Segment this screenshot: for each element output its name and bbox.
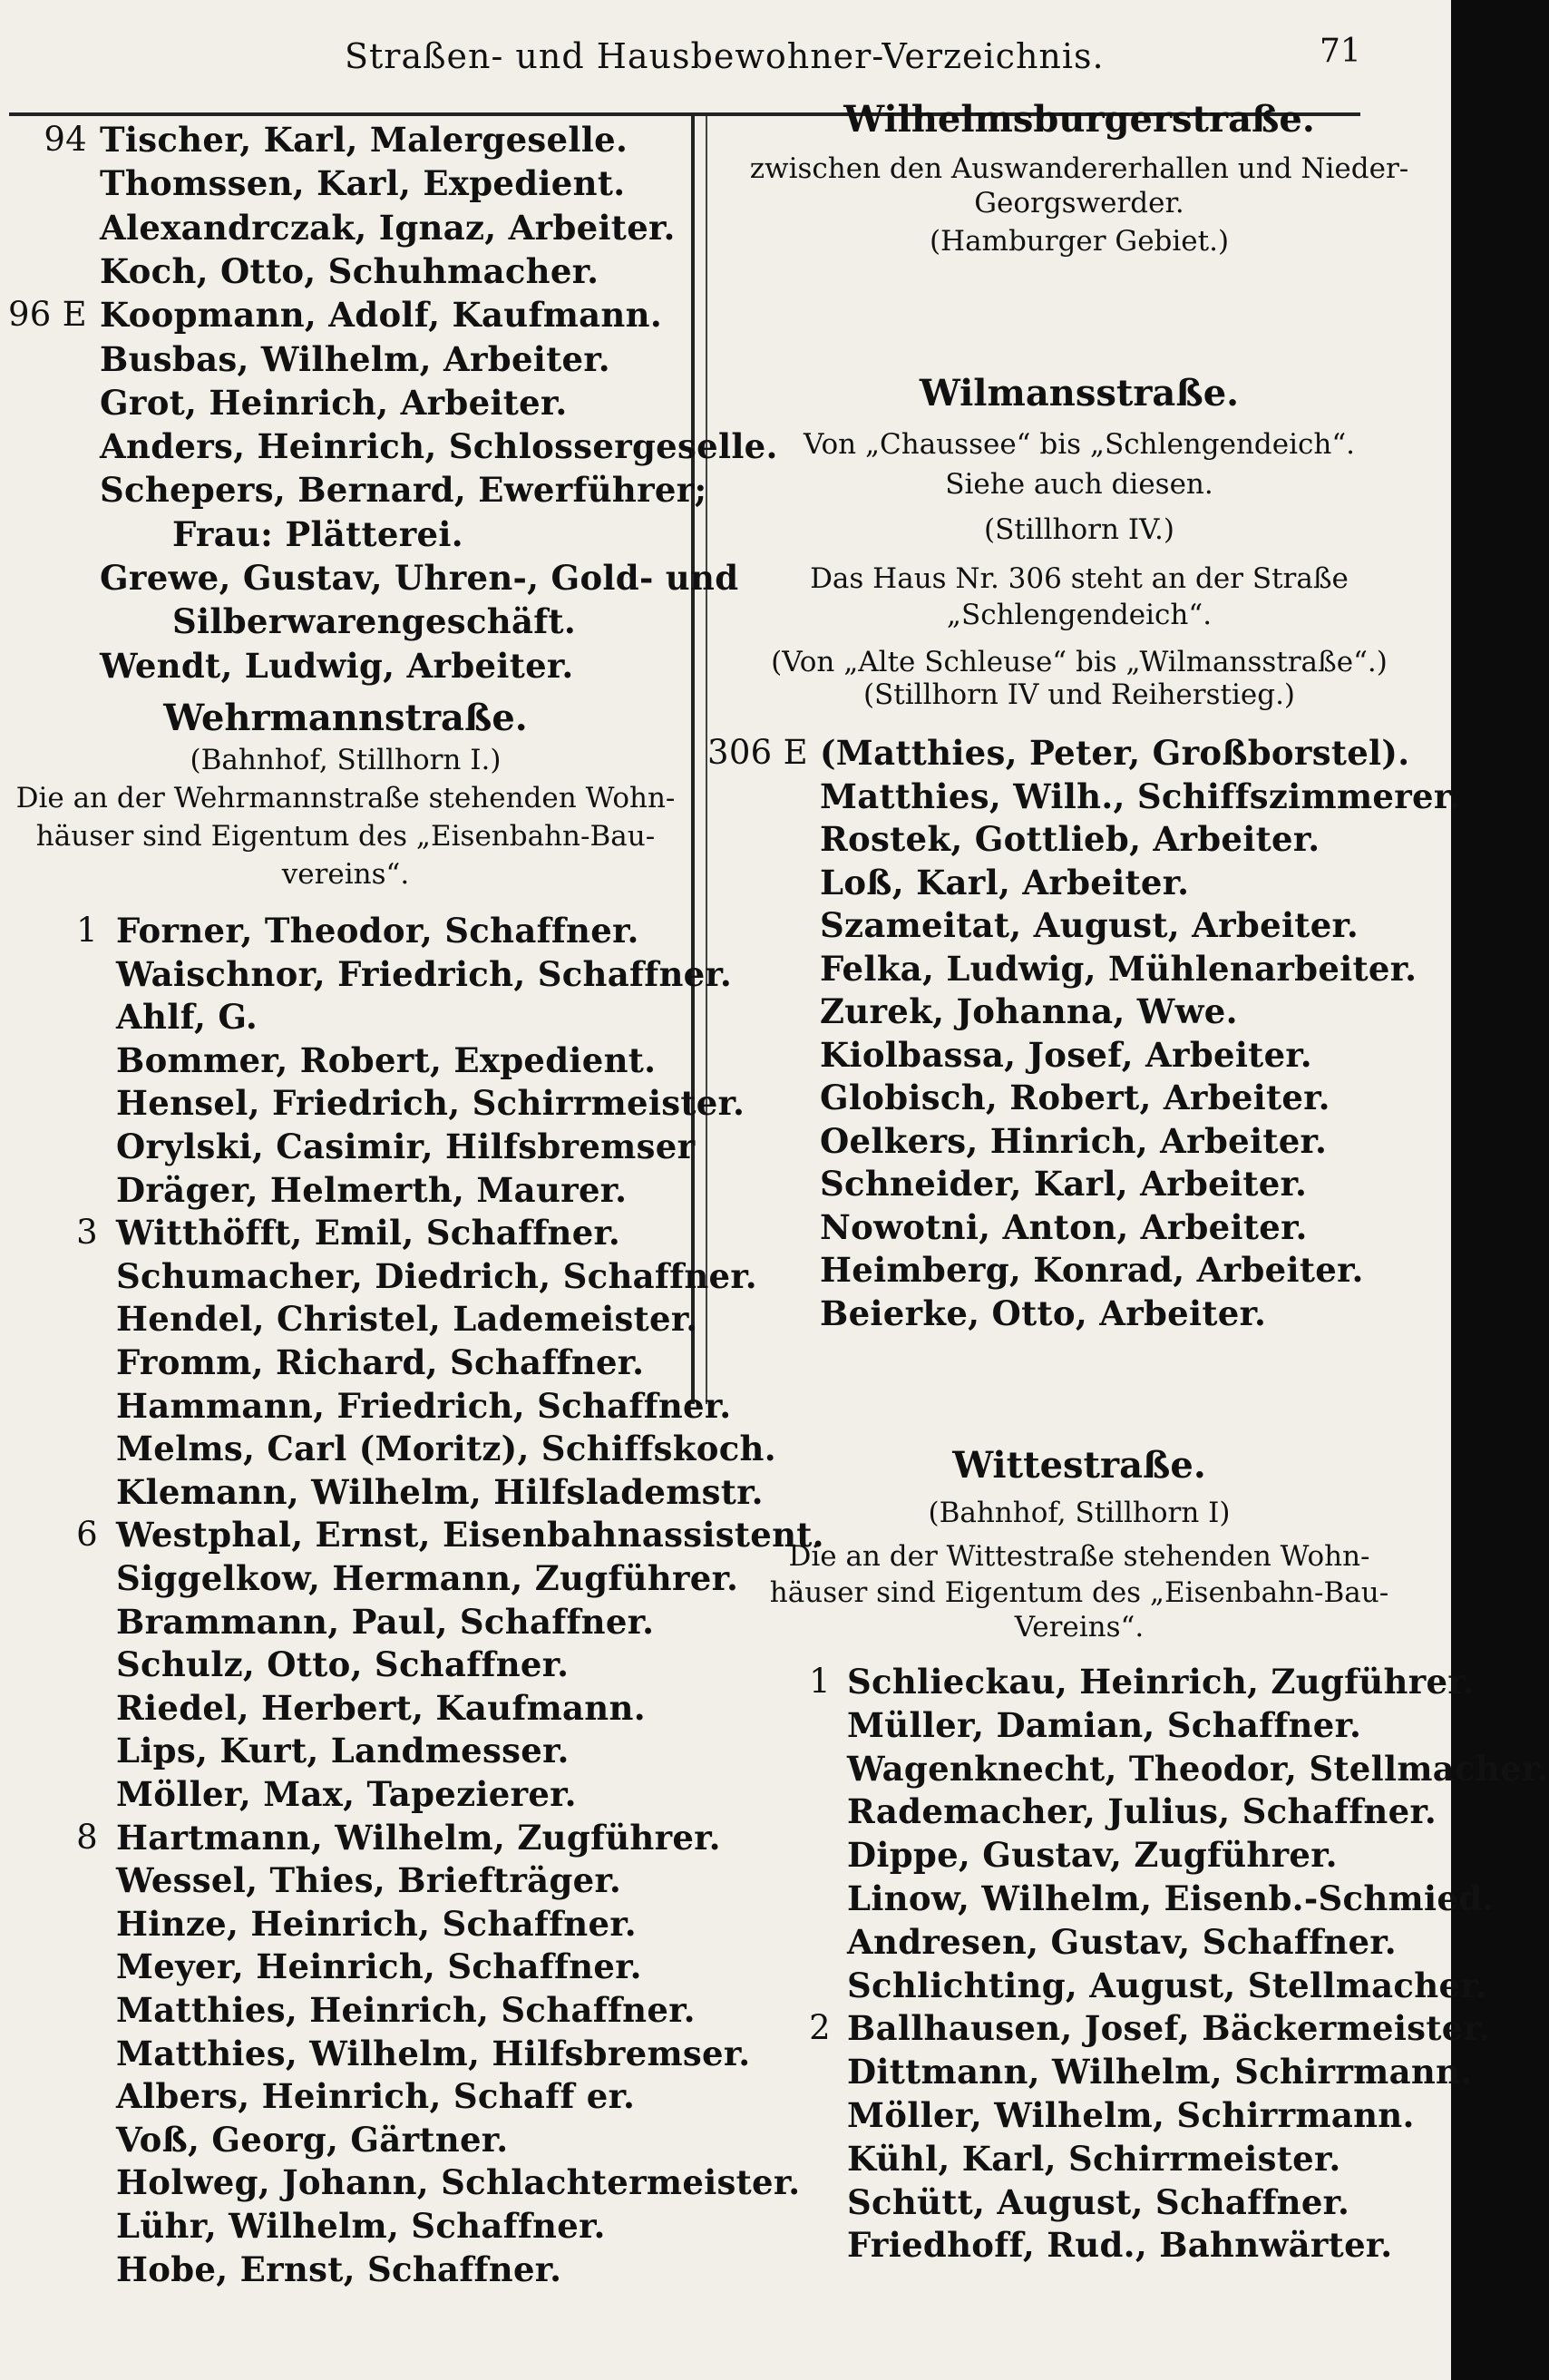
resident-entry: Bommer, Robert, Expedient.: [116, 1039, 657, 1080]
witte-subtitle: (Bahnhof, Stillhorn I): [928, 1497, 1231, 1529]
resident-entry: Hartmann, Wilhelm, Zugführer.: [116, 1817, 721, 1858]
resident-entry: Holweg, Johann, Schlachtermeister.: [116, 2162, 801, 2203]
wehrmann-heading: Wehrmannstraße.: [163, 697, 528, 739]
resident-entry: Klemann, Wilhelm, Hilfslademstr.: [116, 1471, 764, 1512]
wilmans-note-line: (Stillhorn IV und Reiherstieg.): [862, 678, 1296, 711]
resident-entry: Oelkers, Hinrich, Arbeiter.: [820, 1120, 1328, 1161]
resident-entry: Forner, Theodor, Schaffner.: [116, 911, 639, 951]
resident-entry: Loß, Karl, Arbeiter.: [820, 862, 1190, 902]
resident-entry: Melms, Carl (Moritz), Schiffskoch.: [116, 1429, 776, 1469]
page-header: [0, 29, 1451, 85]
resident-entry: Rostek, Gottlieb, Arbeiter.: [820, 819, 1320, 859]
resident-entry: Schumacher, Diedrich, Schaffner.: [116, 1255, 757, 1296]
resident-entry: Heimberg, Konrad, Arbeiter.: [820, 1250, 1364, 1290]
resident-entry: (Matthies, Peter, Großborstel).: [820, 733, 1410, 773]
resident-entry: Schepers, Bernard, Ewerführer;: [100, 470, 707, 511]
wilhelmsburger-note-line: (Hamburger Gebiet.): [929, 225, 1230, 258]
resident-entry: Orylski, Casimir, Hilfsbremser: [116, 1127, 696, 1166]
resident-entry: Zurek, Johanna, Wwe.: [820, 991, 1238, 1031]
witte-note-line: Die an der Wittestraße stehenden Wohn-: [788, 1540, 1370, 1573]
resident-entry: Lühr, Wilhelm, Schaffner.: [116, 2206, 606, 2246]
resident-entry: Dräger, Helmerth, Maurer.: [116, 1169, 628, 1210]
resident-entry: Albers, Heinrich, Schaff er.: [116, 2076, 636, 2117]
resident-entry: Westphal, Ernst, Eisenbahnassistent.: [116, 1515, 824, 1556]
resident-entry: Globisch, Robert, Arbeiter.: [820, 1078, 1330, 1117]
witte-note-line: Vereins“.: [1014, 1611, 1145, 1644]
resident-entry: Schulz, Otto, Schaffner.: [116, 1644, 570, 1685]
resident-entry: Alexandrczak, Ignaz, Arbeiter.: [100, 207, 676, 248]
resident-entry: Friedhoff, Rud., Bahnwärter.: [847, 2225, 1393, 2266]
wehrmann-note-line: Die an der Wehrmannstraße stehenden Wohn-: [15, 782, 676, 814]
resident-entry: Dittmann, Wilhelm, Schirrmann.: [847, 2052, 1473, 2092]
house-number: 1: [76, 911, 98, 950]
wilmans-heading: Wilmansstraße.: [919, 372, 1240, 415]
resident-entry: Hendel, Christel, Lademeister.: [116, 1299, 698, 1340]
resident-entry: Frau: Plätterei.: [172, 513, 463, 554]
resident-entry: Thomssen, Karl, Expedient.: [100, 163, 626, 204]
resident-entry: Kühl, Karl, Schirrmeister.: [847, 2138, 1341, 2179]
resident-entry: Szameitat, August, Arbeiter.: [820, 905, 1359, 945]
resident-entry: Grewe, Gustav, Uhren-, Gold- und: [100, 558, 739, 598]
resident-entry: Wessel, Thies, Briefträger.: [116, 1860, 622, 1901]
page-title: Straßen- und Hausbewohner-Verzeichnis.: [345, 36, 1105, 76]
wehrmann-note-line: vereins“.: [281, 858, 410, 891]
resident-entry: Rademacher, Julius, Schaffner.: [847, 1791, 1437, 1832]
resident-entry: Schlieckau, Heinrich, Zugführer.: [847, 1662, 1475, 1702]
resident-entry: Voß, Georg, Gärtner.: [116, 2119, 509, 2160]
resident-entry: Matthies, Wilhelm, Hilfsbremser.: [116, 2033, 751, 2073]
house-number: 94: [44, 120, 87, 159]
resident-entry: Möller, Max, Tapezierer.: [116, 1774, 577, 1814]
resident-entry: Ballhausen, Josef, Bäckermeister.: [847, 2008, 1491, 2049]
page-number: 71: [1320, 33, 1361, 70]
resident-entry: Schütt, August, Schaffner.: [847, 2181, 1350, 2222]
resident-entry: Wendt, Ludwig, Arbeiter.: [100, 645, 574, 686]
resident-entry: Müller, Damian, Schaffner.: [847, 1704, 1362, 1745]
resident-entry: Ahlf, G.: [116, 997, 258, 1038]
resident-entry: Felka, Ludwig, Mühlenarbeiter.: [820, 948, 1417, 989]
resident-entry: Dippe, Gustav, Zugführer.: [847, 1835, 1338, 1876]
resident-entry: Hobe, Ernst, Schaffner.: [116, 2248, 562, 2289]
resident-entry: Witthöfft, Emil, Schaffner.: [116, 1213, 621, 1253]
wilmans-note-line: Das Haus Nr. 306 steht an der Straße: [810, 562, 1349, 595]
wilmans-note-line: „Schlengendeich“.: [946, 599, 1213, 631]
wilhelmsburger-heading: Wilhelmsburgerstraße.: [843, 98, 1315, 141]
resident-entry: Hensel, Friedrich, Schirrmeister.: [116, 1083, 745, 1124]
resident-entry: Tischer, Karl, Malergeselle.: [100, 120, 628, 160]
house-number: 6: [76, 1515, 98, 1555]
resident-entry: Nowotni, Anton, Arbeiter.: [820, 1206, 1308, 1247]
resident-entry: Beierke, Otto, Arbeiter.: [820, 1292, 1267, 1333]
wilmans-note-line: (Von „Alte Schleuse“ bis „Wilmansstraße“.): [771, 646, 1388, 678]
resident-entry: Möller, Wilhelm, Schirrmann.: [847, 2095, 1415, 2135]
house-number: 2: [809, 2008, 831, 2048]
house-number: 1: [809, 1662, 831, 1701]
resident-entry: Anders, Heinrich, Schlossergeselle.: [100, 426, 778, 467]
resident-entry: Andresen, Gustav, Schaffner.: [847, 1921, 1397, 1962]
resident-entry: Koch, Otto, Schuhmacher.: [100, 250, 599, 291]
wilmans-note-line: (Stillhorn IV.): [984, 513, 1174, 546]
wilmans-note-line: Von „Chaussee“ bis „Schlengendeich“.: [803, 428, 1356, 461]
witte-note-line: häuser sind Eigentum des „Eisenbahn-Bau-: [769, 1576, 1389, 1609]
resident-entry: Hammann, Friedrich, Schaffner.: [116, 1385, 732, 1426]
resident-entry: Meyer, Heinrich, Schaffner.: [116, 1946, 642, 1987]
wilmans-note-line: Siehe auch diesen.: [945, 468, 1213, 501]
resident-entry: Hinze, Heinrich, Schaffner.: [116, 1903, 637, 1944]
resident-entry: Matthies, Wilh., Schiffszimmerer.: [820, 775, 1461, 816]
resident-entry: Fromm, Richard, Schaffner.: [116, 1342, 645, 1382]
resident-entry: Kiolbassa, Josef, Arbeiter.: [820, 1034, 1312, 1075]
resident-entry: Lips, Kurt, Landmesser.: [116, 1731, 570, 1771]
resident-entry: Brammann, Paul, Schaffner.: [116, 1601, 655, 1642]
wilhelmsburger-note-line: Georgswerder.: [974, 187, 1184, 219]
wilhelmsburger-note-line: zwischen den Auswandererhallen und Nieder-: [749, 152, 1409, 185]
resident-entry: Silberwarengeschäft.: [172, 601, 577, 642]
resident-entry: Busbas, Wilhelm, Arbeiter.: [100, 338, 610, 379]
resident-entry: Matthies, Heinrich, Schaffner.: [116, 1990, 696, 2030]
resident-entry: Riedel, Herbert, Kaufmann.: [116, 1687, 646, 1728]
resident-entry: Waischnor, Friedrich, Schaffner.: [116, 953, 733, 994]
house-number: 96 E: [7, 295, 87, 335]
wehrmann-subtitle: (Bahnhof, Stillhorn I.): [190, 744, 502, 776]
wehrmann-note-line: häuser sind Eigentum des „Eisenbahn-Bau-: [35, 820, 656, 853]
resident-entry: Schlichting, August, Stellmacher.: [847, 1965, 1487, 2005]
resident-entry: Schneider, Karl, Arbeiter.: [820, 1164, 1308, 1204]
resident-entry: Grot, Heinrich, Arbeiter.: [100, 382, 568, 423]
resident-entry: Koopmann, Adolf, Kaufmann.: [100, 295, 662, 336]
house-number: 306 E: [707, 733, 808, 772]
resident-entry: Wagenknecht, Theodor, Stellmacher.: [847, 1748, 1549, 1789]
witte-heading: Wittestraße.: [952, 1444, 1206, 1487]
column-divider: [691, 116, 695, 1404]
resident-entry: Linow, Wilhelm, Eisenb.-Schmied.: [847, 1878, 1495, 1918]
resident-entry: Siggelkow, Hermann, Zugführer.: [116, 1558, 739, 1598]
house-number: 3: [76, 1213, 98, 1253]
house-number: 8: [76, 1817, 98, 1857]
